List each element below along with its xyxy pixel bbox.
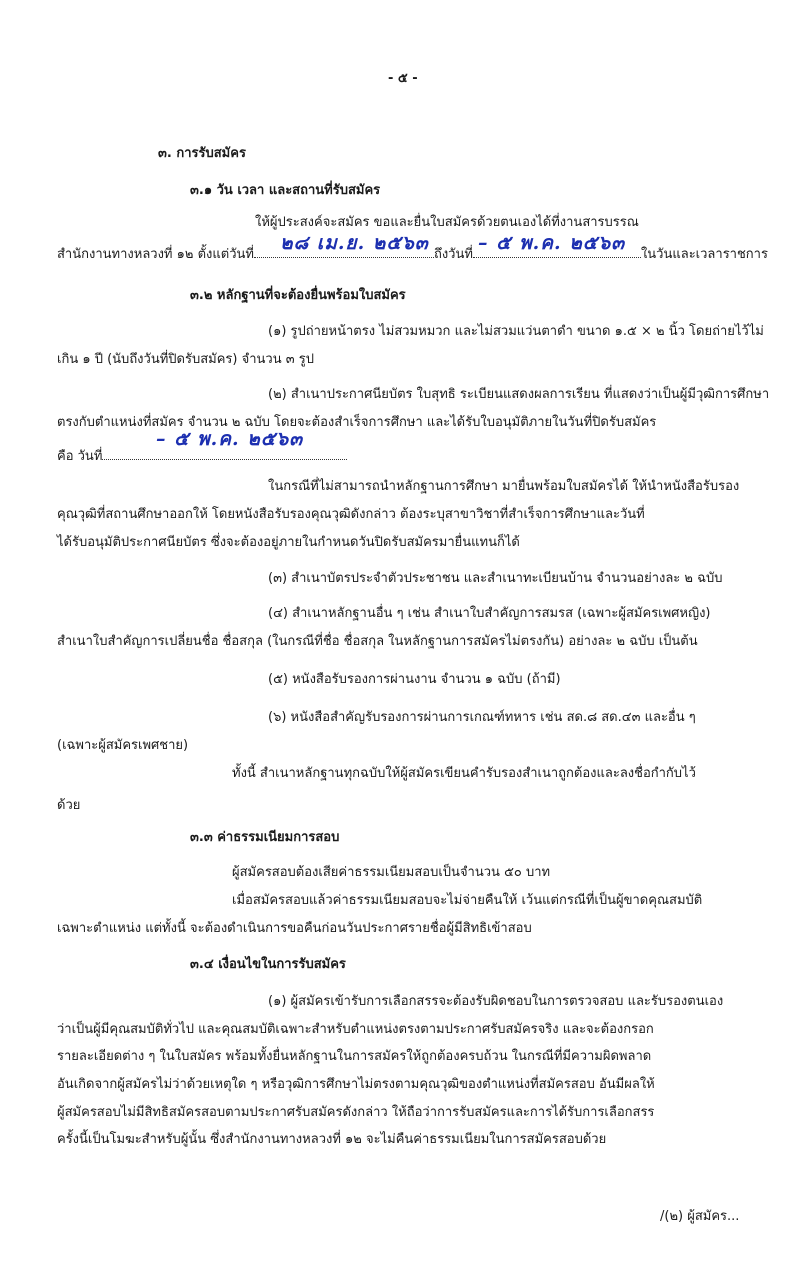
item-6-line2: (เฉพาะผู้สมัครเพศชาย): [57, 738, 189, 753]
line3-prefix: คือ วันที่: [57, 449, 103, 464]
section-3-3-line1: ผู้สมัครสอบต้องเสียค่าธรรมเนียมสอบเป็นจำนวน ๕๐ บาท: [232, 865, 551, 880]
section-3-4-line2: ว่าเป็นผู้มีคุณสมบัติทั่วไป และคุณสมบัติเฉพาะสำหรับตำแหน่งตรงตามประกาศรับสมัครจริง และจะต้องกรอก: [57, 1022, 654, 1037]
section-3-1-heading: ๓.๑ วัน เวลา และสถานที่รับสมัคร: [190, 183, 381, 198]
section-3-4-line3: รายละเอียดต่าง ๆ ในใบสมัคร พร้อมทั้งยื่นหลักฐานในการสมัครให้ถูกต้องครบถ้วน ในกรณีที่มีความผิดพลาด: [57, 1049, 652, 1064]
section-3-3-line2: เมื่อสมัครสอบแล้วค่าธรรมเนียมสอบจะไม่จ่ายคืนให้ เว้นแต่กรณีที่เป็นผู้ขาดคุณสมบัติ: [232, 893, 703, 908]
line2-prefix: สำนักงานทางหลวงที่ ๑๒ ตั้งแต่วันที่: [57, 247, 254, 262]
item-1-line2: เกิน ๑ ปี (นับถึงวันที่ปิดรับสมัคร) จำนวน ๓ รูป: [57, 352, 314, 367]
item-5: (๕) หนังสือรับรองการผ่านงาน จำนวน ๑ ฉบับ (ถ้ามี): [268, 672, 561, 687]
section-3-2-heading: ๓.๒ หลักฐานที่จะต้องยื่นพร้อมใบสมัคร: [190, 288, 406, 303]
note-line2: คุณวุฒิที่สถานศึกษาออกให้ โดยหนังสือรับรองคุณวุฒิดังกล่าว ต้องระบุสาขาวิชาที่สำเร็จการศึกษาและวันที่: [57, 507, 645, 522]
note-line1: ในกรณีที่ไม่สามารถนำหลักฐานการศึกษา มายื่นพร้อมใบสมัครได้ ให้นำหนังสือรับรอง: [268, 479, 740, 494]
item-2-line1: (๒) สำเนาประกาศนียบัตร ใบสุทธิ ระเบียนแสดงผลการเรียน ที่แสดงว่าเป็นผู้มีวุฒิการศึกษา: [268, 387, 770, 402]
section-3-4-line1: (๑) ผู้สมัครเข้ารับการเลือกสรรจะต้องรับผิดชอบในการตรวจสอบ และรับรองตนเอง: [268, 994, 724, 1009]
item-3: (๓) สำเนาบัตรประจำตัวประชาชน และสำเนาทะเบียนบ้าน จำนวนอย่างละ ๒ ฉบับ: [268, 571, 723, 586]
certification-line1: ทั้งนี้ สำเนาหลักฐานทุกฉบับให้ผู้สมัครเขียนคำรับรองสำเนาถูกต้องและลงชื่อกำกับไว้: [232, 766, 696, 781]
section-3-heading: ๓. การรับสมัคร: [158, 146, 246, 161]
section-3-4-line6: ครั้งนี้เป็นโมฆะสำหรับผู้นั้น ซึ่งสำนักงานทางหลวงที่ ๑๒ จะไม่คืนค่าธรรมเนียมในการสมัครสอบด้วย: [57, 1132, 607, 1147]
item-2-line2: ตรงกับตำแหน่งที่สมัคร จำนวน ๒ ฉบับ โดยจะต้องสำเร็จการศึกษา และได้รับใบอนุมัติภายในวันที่ปิดรับสมัคร: [57, 415, 657, 430]
section-3-1-line1: ให้ผู้ประสงค์จะสมัคร ขอและยื่นใบสมัครด้วยตนเองได้ที่งานสารบรรณ: [255, 215, 639, 230]
section-3-3-line3: เฉพาะตำแหน่ง แต่ทั้งนี้ จะต้องดำเนินการขอคืนก่อนวันประกาศรายชื่อผู้มีสิทธิเข้าสอบ: [57, 921, 532, 936]
page-number: - ๕ -: [388, 71, 418, 86]
section-3-4-heading: ๓.๔ เงื่อนไขในการรับสมัคร: [190, 957, 346, 972]
note-line3: ได้รับอนุมัติประกาศนียบัตร ซึ่งจะต้องอยู่ภายในกำหนดวันปิดรับสมัครมายื่นแทนก็ได้: [57, 535, 520, 550]
item-4-line2: สำเนาใบสำคัญการเปลี่ยนชื่อ ชื่อสกุล (ในกรณีที่ชื่อ ชื่อสกุล ในหลักฐานการสมัครไม่ตรงกัน) อย่างละ ๒ ฉบับ เป็นต้น: [57, 634, 698, 649]
handwritten-start-date: ๒๘ เม.ย. ๒๕๖๓: [280, 232, 429, 254]
handwritten-end-date: – ๕ พ.ค. ๒๕๖๓: [478, 232, 626, 254]
line2-suffix: ในวันและเวลาราชการ: [640, 247, 768, 262]
section-3-4-line4: อันเกิดจากผู้สมัครไม่ว่าด้วยเหตุใด ๆ หรือวุฒิการศึกษาไม่ตรงตามคุณวุฒิของตำแหน่งที่สมัครสอบ อันมีผลให้: [57, 1077, 655, 1092]
item-6-line1: (๖) หนังสือสำคัญรับรองการผ่านการเกณฑ์ทหาร เช่น สด.๘ สด.๔๓ และอื่น ๆ: [268, 710, 696, 725]
continuation-note: /(๒) ผู้สมัคร...: [660, 1209, 740, 1224]
section-3-4-line5: ผู้สมัครสอบไม่มีสิทธิสมัครสอบตามประกาศรับสมัครดังกล่าว ให้ถือว่าการรับสมัครและการได้รับการเลือกสรร: [57, 1105, 655, 1120]
section-3-3-heading: ๓.๓ ค่าธรรมเนียมการสอบ: [190, 830, 340, 845]
line2-mid: ถึงวันที่: [433, 247, 473, 262]
item-4-line1: (๔) สำเนาหลักฐานอื่น ๆ เช่น สำเนาใบสำคัญการสมรส (เฉพาะผู้สมัครเพศหญิง): [268, 606, 711, 621]
item-1-line1: (๑) รูปถ่ายหน้าตรง ไม่สวมหมวก และไม่สวมแว่นตาดำ ขนาด ๑.๕ × ๒ นิ้ว โดยถ่ายไว้ไม่: [268, 324, 764, 339]
certification-line2: ด้วย: [57, 798, 81, 813]
handwritten-close-date: – ๕ พ.ค. ๒๕๖๓: [156, 428, 304, 450]
